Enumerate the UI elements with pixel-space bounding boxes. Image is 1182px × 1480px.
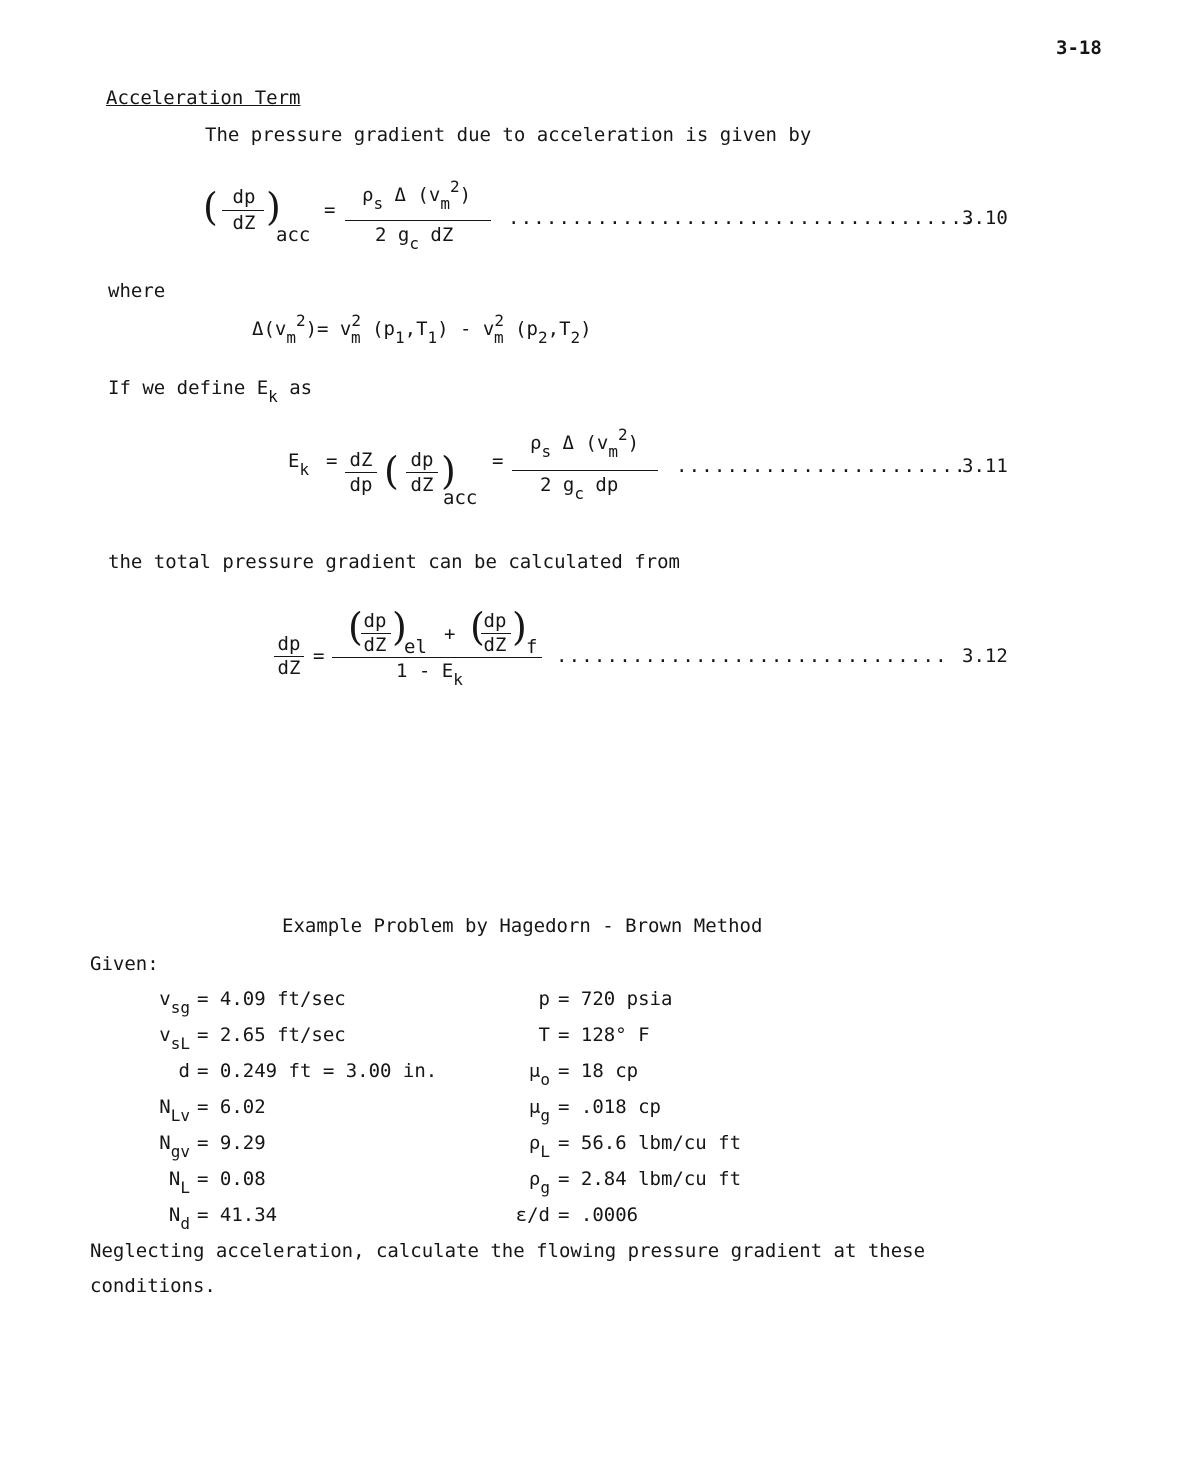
f1-bar: [345, 472, 377, 473]
given-symbol: [528, 1060, 550, 1089]
define-line: [108, 377, 313, 406]
delta-text: Δ (v: [394, 184, 441, 206]
symbol-text: v: [159, 1024, 171, 1046]
right-paren-2: ): [441, 449, 456, 493]
t2-numerator: dp: [483, 610, 507, 632]
given-symbol: [539, 1024, 550, 1046]
given-value: = 0.249 ft = 3.00 in.: [197, 1060, 438, 1082]
main-bar-3: [332, 657, 542, 658]
given-symbol: [159, 988, 190, 1017]
right-paren: ): [266, 185, 281, 229]
rhs-fraction-bar: [345, 220, 491, 221]
f2-denominator: dZ: [410, 474, 434, 496]
leader-dots-3: ...............................: [556, 645, 948, 667]
f1-denominator: dp: [349, 474, 373, 496]
where-label: where: [108, 280, 166, 302]
equation-number-2: 3.11: [962, 455, 1008, 477]
rho-symbol: ρ: [362, 184, 374, 206]
equals-sign-2: =: [492, 450, 504, 472]
minus-v: ) - v: [437, 318, 495, 340]
equation-number: 3.10: [962, 207, 1008, 229]
superscript-2: 2: [449, 177, 460, 196]
E-sub: k: [299, 460, 310, 479]
rhs-bar-2: [512, 470, 658, 471]
comma-T2: ,T: [547, 318, 571, 340]
given-value: = 0.08: [197, 1168, 266, 1190]
den-text: 2 g: [375, 224, 410, 246]
rhs-denominator-2: [540, 474, 619, 503]
given-symbol: [528, 1168, 550, 1197]
close-paren-2: ): [580, 318, 592, 340]
den-sub-3: k: [453, 670, 463, 689]
lhs-denominator-3: dZ: [277, 657, 301, 679]
f1-numerator: dZ: [349, 449, 373, 471]
symbol-text: v: [159, 988, 171, 1010]
symbol-subscript: g: [540, 1178, 550, 1197]
equals-sign-1: =: [326, 450, 338, 472]
given-value: = 720 psia: [558, 988, 673, 1010]
equals-sign: =: [324, 199, 336, 221]
t2-denominator: dZ: [483, 634, 507, 656]
symbol-subscript: gv: [170, 1142, 190, 1161]
t2-subscript: f: [526, 636, 538, 658]
leader-dots: .....................................: [508, 207, 976, 229]
given-value: = 56.6 lbm/cu ft: [558, 1132, 742, 1154]
closing-line-2: conditions.: [90, 1275, 216, 1297]
symbol-text: μ: [528, 1096, 541, 1118]
section-title: Acceleration Term: [106, 87, 301, 109]
lhs-denominator: dZ: [232, 212, 256, 234]
given-symbol: [159, 1024, 190, 1053]
symbol-text: N: [159, 1096, 171, 1118]
delta-open: Δ(v: [252, 318, 287, 340]
v-subscript: m: [440, 194, 450, 213]
delta-equation: [252, 311, 592, 347]
comma-T: ,T: [404, 318, 428, 340]
given-symbol: [168, 1168, 190, 1197]
symbol-text: N: [168, 1204, 181, 1226]
symbol-subscript: g: [540, 1106, 550, 1125]
t1-left-paren: (: [348, 605, 363, 649]
equation-number-3: 3.12: [962, 645, 1008, 667]
given-symbol: [528, 1132, 550, 1161]
symbol-subscript: o: [540, 1070, 550, 1089]
p-open: (p: [372, 318, 395, 340]
plus-sign: +: [444, 623, 456, 645]
sub-m: m: [286, 328, 296, 347]
den-tail: dZ: [418, 224, 454, 246]
intro-text: The pressure gradient due to acceleration is given by: [205, 124, 812, 146]
symbol-subscript: sg: [170, 998, 190, 1017]
ek-symbol: [288, 450, 310, 479]
sup: 2: [617, 425, 628, 444]
t2-right-paren: ): [512, 605, 527, 649]
sup-2: 2: [295, 311, 306, 330]
p-open-2: (p: [515, 318, 538, 340]
page-number: 3-18: [1056, 37, 1102, 59]
symbol-text: p: [538, 988, 550, 1010]
t2-left-paren: (: [470, 605, 485, 649]
left-paren-2: (: [384, 449, 399, 493]
f2-numerator: dp: [410, 449, 434, 471]
close: ): [627, 432, 640, 454]
sub-2b: 2: [570, 328, 581, 347]
given-symbol: [179, 1060, 190, 1082]
f2-bar: [406, 472, 438, 473]
sup-2c: 2: [494, 311, 505, 330]
given-value: = 18 cp: [558, 1060, 639, 1082]
lhs-subscript: acc: [276, 224, 311, 246]
given-value: = .018 cp: [558, 1096, 661, 1118]
given-value: = 2.84 lbm/cu ft: [558, 1168, 742, 1190]
symbol-text: μ: [528, 1060, 541, 1082]
fraction-bar: [222, 210, 264, 211]
sub-1b: 1: [427, 328, 438, 347]
symbol-subscript: L: [180, 1178, 190, 1197]
given-value: = 41.34: [197, 1204, 278, 1226]
symbol-text: ρ: [528, 1168, 541, 1190]
given-value: = 2.65 ft/sec: [197, 1024, 346, 1046]
symbol-subscript: L: [540, 1142, 550, 1161]
f2-subscript: acc: [443, 487, 478, 509]
rhs-numerator: [362, 177, 472, 213]
given-label: Given:: [90, 953, 159, 975]
den-subscript: c: [409, 234, 419, 253]
given-symbol: [159, 1096, 190, 1125]
sup-2b: 2: [351, 311, 362, 330]
rho: ρ: [530, 432, 542, 454]
rhs-denominator: [375, 224, 454, 253]
symbol-text: ρ: [528, 1132, 541, 1154]
sub-m3: m: [494, 328, 504, 347]
t1-numerator: dp: [363, 610, 387, 632]
E: E: [288, 450, 300, 472]
close-paren: ): [459, 184, 472, 206]
symbol-text: d: [178, 1060, 190, 1082]
rho-sub: s: [541, 442, 552, 461]
den-3: 1 - E: [396, 660, 454, 682]
den-sub: c: [574, 484, 584, 503]
define-subscript: k: [268, 387, 278, 406]
leader-dots-2: .......................: [676, 455, 967, 477]
den-tail-2: dp: [583, 474, 619, 496]
symbol-text: N: [159, 1132, 171, 1154]
delta-v: Δ (v: [562, 432, 609, 454]
rho-subscript: s: [373, 194, 384, 213]
v-sub: m: [608, 442, 618, 461]
denominator-3: [396, 660, 463, 689]
symbol-text: ε/d: [515, 1204, 550, 1226]
t1-right-paren: ): [392, 605, 407, 649]
sub-2: 2: [538, 328, 548, 347]
t1-subscript: el: [404, 636, 427, 658]
given-symbol: [528, 1096, 550, 1125]
equals-v: )= v: [305, 318, 352, 340]
given-symbol: [516, 1204, 550, 1226]
left-paren: (: [203, 185, 218, 229]
symbol-subscript: Lv: [170, 1106, 190, 1125]
lhs-numerator-3: dp: [277, 633, 301, 655]
given-symbol: [159, 1132, 190, 1161]
sub-1: 1: [395, 328, 405, 347]
rhs-numerator-2: [530, 425, 640, 461]
den: 2 g: [540, 474, 575, 496]
example-title: Example Problem by Hagedorn - Brown Method: [282, 915, 763, 937]
t1-denominator: dZ: [363, 634, 387, 656]
given-value: = 4.09 ft/sec: [197, 988, 346, 1010]
given-value: = 9.29: [197, 1132, 266, 1154]
symbol-subscript: d: [180, 1214, 190, 1233]
given-symbol: [168, 1204, 190, 1233]
symbol-text: N: [168, 1168, 181, 1190]
equals-sign-3: =: [313, 645, 325, 667]
define-text: If we define E: [108, 377, 269, 399]
lhs-numerator: dp: [232, 186, 256, 208]
closing-line-1: Neglecting acceleration, calculate the flowing pressure gradient at these: [90, 1240, 926, 1262]
symbol-subscript: sL: [170, 1034, 190, 1053]
given-symbol: [539, 988, 550, 1010]
symbol-text: T: [538, 1024, 550, 1046]
define-tail: as: [277, 377, 313, 399]
total-text: the total pressure gradient can be calculated from: [108, 551, 680, 573]
sub-m2: m: [351, 328, 361, 347]
given-value: = 6.02: [197, 1096, 266, 1118]
given-value: = .0006: [558, 1204, 639, 1226]
given-value: = 128° F: [558, 1024, 650, 1046]
